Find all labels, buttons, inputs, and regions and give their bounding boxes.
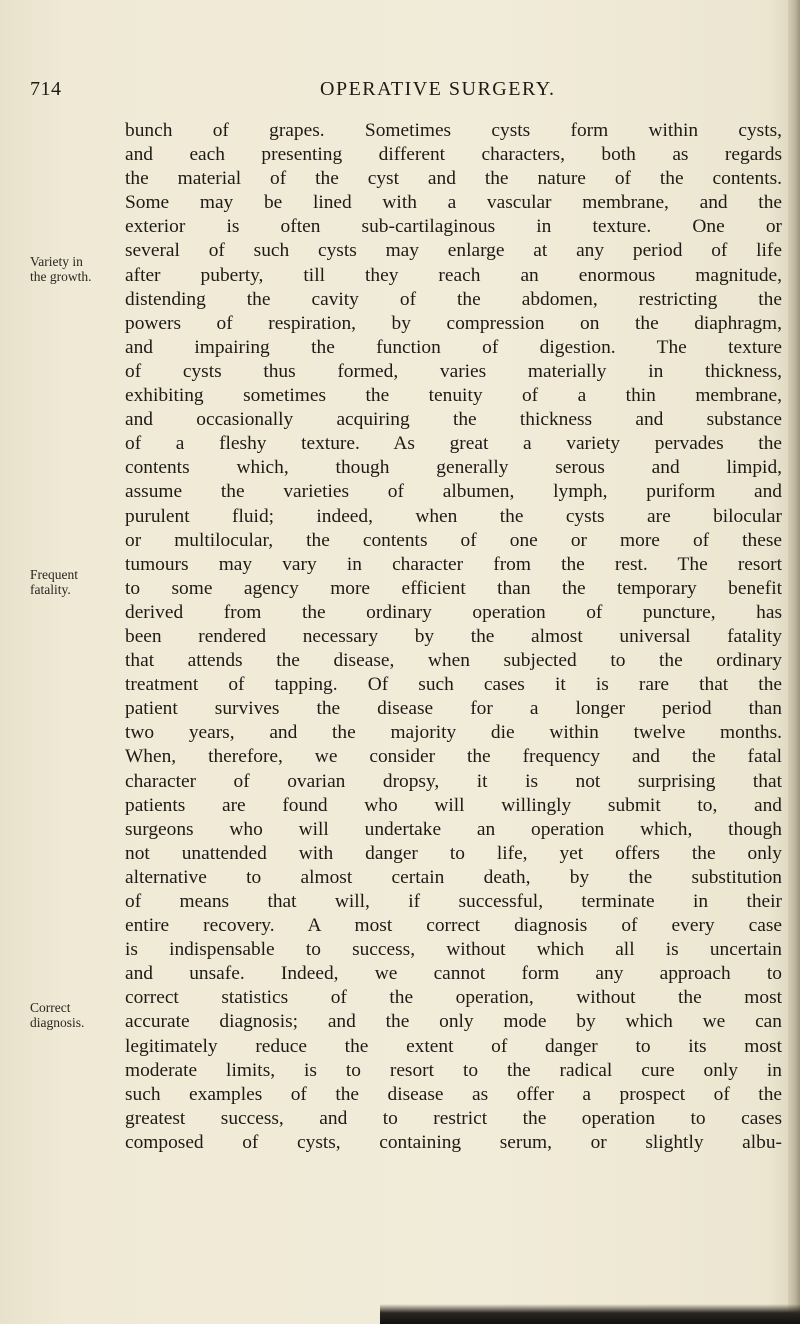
text-line: that attends the disease, when subjected to the ordinary [125, 650, 782, 672]
text-line: after puberty, till they reach an enormous magnitude, [125, 264, 782, 286]
text-line: tumours may vary in character from the rest. The resort [125, 553, 782, 575]
text-line: legitimately reduce the extent of danger to its most [125, 1035, 782, 1057]
page-edge-shadow [788, 0, 800, 1324]
text-line: contents which, though generally serous and limpid, [125, 457, 782, 479]
text-line: and unsafe. Indeed, we cannot form any approach to [125, 963, 782, 985]
text-line: powers of respiration, by compression on the diaphragm, [125, 312, 782, 334]
text-line: two years, and the majority die within twelve months. [125, 722, 782, 744]
text-line: and each presenting different characters, both as regards [125, 144, 782, 166]
text-line: alternative to almost certain death, by the substitution [125, 866, 782, 888]
text-line: treatment of tapping. Of such cases it is rare that the [125, 674, 782, 696]
text-line: to some agency more efficient than the temporary benefit [125, 577, 782, 599]
margin-note-line: fatality. [30, 582, 71, 597]
text-line: and impairing the function of digestion. The texture [125, 336, 782, 358]
margin-note-line: Frequent [30, 567, 78, 582]
text-line: accurate diagnosis; and the only mode by which we can [125, 1011, 782, 1033]
text-line: correct statistics of the operation, without the most [125, 987, 782, 1009]
text-line: composed of cysts, containing serum, or slightly albu- [125, 1131, 782, 1153]
margin-note-fatality [30, 567, 125, 597]
text-line: of a fleshy texture. As great a variety pervades the [125, 433, 782, 455]
text-line: surgeons who will undertake an operation which, though [125, 818, 782, 840]
text-line: of cysts thus formed, varies materially in thickness, [125, 360, 782, 382]
text-line: of means that will, if successful, terminate in their [125, 891, 782, 912]
text-line: been rendered necessary by the almost universal fatality [125, 625, 782, 647]
page-bottom-shadow [380, 1304, 800, 1324]
margin-note-variety [30, 254, 125, 284]
text-line: exhibiting sometimes the tenuity of a thin membrane, [125, 385, 782, 407]
text-line: distending the cavity of the abdomen, restricting the [125, 288, 782, 310]
margin-note-line: diagnosis. [30, 1015, 85, 1030]
margin-note-line: Variety in [30, 254, 83, 269]
text-line: entire recovery. A most correct diagnosis of every case [125, 915, 782, 937]
text-line: patients are found who will willingly submit to, and [125, 794, 782, 816]
text-line: bunch of grapes. Sometimes cysts form within cysts, [125, 120, 782, 141]
text-line: or multilocular, the contents of one or more of these [125, 529, 782, 551]
text-line: purulent fluid; indeed, when the cysts are bilocular [125, 505, 782, 527]
text-line: such examples of the disease as offer a prospect of the [125, 1083, 782, 1105]
text-line: the material of the cyst and the nature of the contents. [125, 168, 782, 190]
page-number: 714 [30, 78, 62, 100]
text-line: Some may be lined with a vascular membrane, and the [125, 192, 782, 214]
text-line: several of such cysts may enlarge at any period of life [125, 240, 782, 262]
page-header [0, 78, 800, 104]
margin-note-line: the growth. [30, 269, 92, 284]
text-line: character of ovarian dropsy, it is not surprising that [125, 770, 782, 792]
text-line: and occasionally acquiring the thickness and substance [125, 409, 782, 431]
text-line: patient survives the disease for a longer period than [125, 698, 782, 720]
text-line: moderate limits, is to resort to the radical cure only in [125, 1059, 782, 1081]
text-line: derived from the ordinary operation of puncture, has [125, 601, 782, 623]
text-line: exterior is often sub-cartilaginous in texture. One or [125, 216, 782, 238]
body-text [125, 119, 782, 1155]
margin-note-line: Correct [30, 1000, 71, 1015]
text-line: When, therefore, we consider the frequency and the fatal [125, 746, 782, 768]
margin-note-diagnosis [30, 1000, 125, 1030]
text-line: assume the varieties of albumen, lymph, puriform and [125, 481, 782, 503]
text-line: is indispensable to success, without which all is uncertain [125, 939, 782, 961]
text-line: not unattended with danger to life, yet offers the only [125, 842, 782, 864]
text-line: greatest success, and to restrict the operation to cases [125, 1107, 782, 1129]
running-head: OPERATIVE SURGERY. [320, 78, 556, 100]
